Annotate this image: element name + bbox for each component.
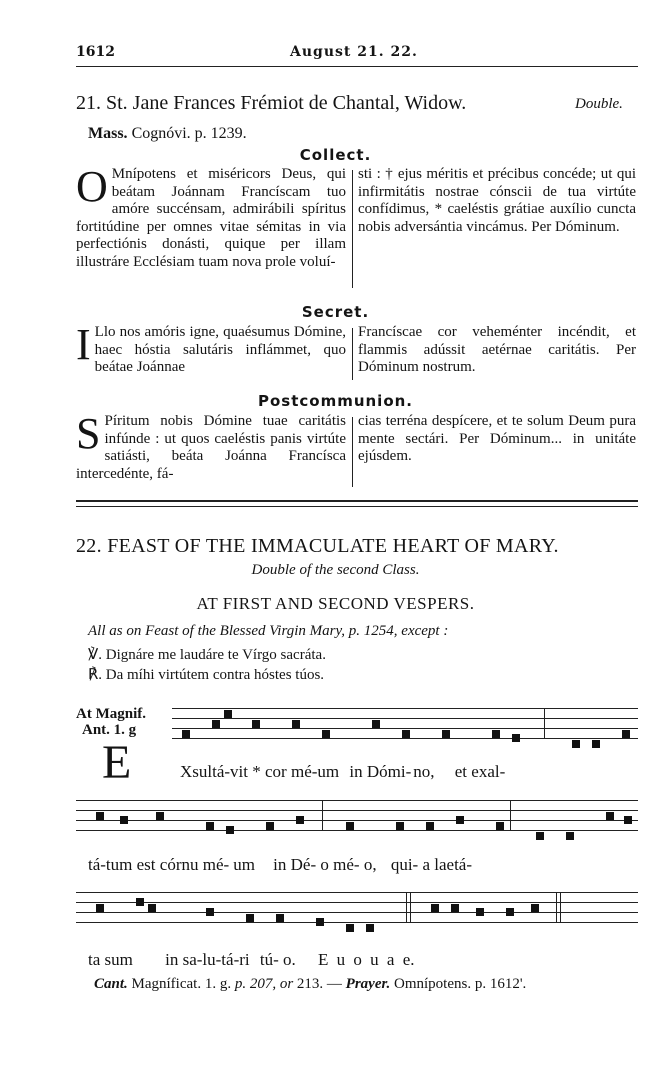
syllable: o. [283, 950, 296, 969]
neume [531, 904, 539, 912]
postcommunion-right-text: cias terréna despícere, et te solum Deum pura mente sectári. Per Dóminum... in unitáte ejúsdem. [358, 413, 636, 464]
double-bar-line [560, 892, 561, 922]
neume [431, 904, 439, 912]
syllable: e. [402, 950, 415, 969]
secret-initial: I [76, 320, 91, 369]
neume [322, 730, 330, 738]
syllable: * [252, 762, 261, 781]
neume [96, 904, 104, 912]
neume [276, 914, 284, 922]
neume [182, 730, 190, 738]
neume [622, 730, 630, 738]
syllable: Dé- [290, 855, 317, 874]
postcommunion-left-column [76, 409, 346, 483]
versicle: ℣. Dignáre me laudáre te Vírgo sacráta. [88, 647, 326, 663]
music-staff-1 [172, 708, 638, 748]
neume [226, 826, 234, 834]
neume [266, 822, 274, 830]
syllable: in [349, 762, 363, 781]
neume [492, 730, 500, 738]
mass-text: Cognóvi. p. 1239. [127, 125, 247, 142]
feast-21-rank: Double. [575, 96, 623, 112]
secret-right-column [358, 324, 636, 377]
cant-label: Cant. [94, 976, 128, 992]
neume [606, 812, 614, 820]
neume [296, 816, 304, 824]
section-divider-bottom [76, 506, 638, 507]
syllable: mé- [333, 855, 360, 874]
double-bar-line [410, 892, 411, 922]
syllable: est [136, 855, 156, 874]
neume [396, 822, 404, 830]
header-date: August 21. 22. [290, 44, 418, 60]
syllable: cor [265, 762, 287, 781]
cant-ref: p. 207, [231, 976, 280, 992]
collect-left-text: Mnípotens et miséricors Deus, qui beátam Joánnam Francíscam tuo amóre succénsam, admirábili spíritus fortitúdine per omnes vitae sémitas in via perfectiónis donásti, quique per illam illustráre Ecclésiam tuam nova prole voluí- [76, 166, 346, 270]
prayer-label: Prayer. [345, 976, 391, 992]
postcommunion-left-text: Píritum nobis Dómine tuae caritátis infúnde : ut quos caeléstis panis virtúte satiásti, beáta Joánna Francísca intercedénte, fá- [76, 413, 346, 482]
neume [346, 924, 354, 932]
neume [206, 822, 214, 830]
syllable: u [370, 950, 379, 969]
bar-line [544, 708, 545, 738]
postcommunion-right-column [358, 413, 636, 466]
neume [156, 812, 164, 820]
response: ℟. Da míhi virtútem contra hóstes túos. [88, 667, 325, 683]
neume [316, 918, 324, 926]
cant-ref2: 213. — [293, 976, 346, 992]
neume [624, 816, 632, 824]
syllable: tú- [259, 950, 279, 969]
syllable: o [320, 855, 329, 874]
feast-22-title: 22. FEAST OF THE IMMACULATE HEART OF MARY. [76, 535, 559, 557]
feast-21-title: 21. St. Jane Frances Frémiot de Chantal, Widow. [76, 92, 467, 114]
syllable: laetá- [434, 855, 473, 874]
neume [366, 924, 374, 932]
collect-left-column [76, 162, 346, 271]
syllable: mé-um [290, 762, 340, 781]
neume [456, 816, 464, 824]
antiphon-label [76, 706, 146, 738]
neume [566, 832, 574, 840]
running-header [76, 44, 636, 64]
syllable: no, [413, 762, 435, 781]
cant-or: or [279, 976, 294, 992]
music-staff-3 [76, 892, 638, 932]
neume [506, 908, 514, 916]
neume [592, 740, 600, 748]
syllable: o [353, 950, 362, 969]
neume [572, 740, 580, 748]
rubric-all-as: All as on Feast of the Blessed Virgin Mary, p. 1254, except : [88, 623, 449, 639]
syllable: um [233, 855, 255, 874]
neume [372, 720, 380, 728]
collect-right-text: sti : † ejus méritis et précibus concéde; ut qui infirmitátis nostrae cónscii de tua virtúte confídimus, * caeléstis grátiae auxílio cuncta nobis adversántia vincámus. Per Dóminum. [358, 166, 636, 235]
secret-right-text: Francíscae cor veheménter incéndit, et flammis adússit aetérnae caritátis. Per Dóminum nostrum. [358, 324, 636, 375]
double-bar-line [406, 892, 407, 922]
neume [292, 720, 300, 728]
bar-line [510, 800, 511, 830]
syllable: in [273, 855, 287, 874]
syllable: sa-lu-tá-ri [182, 950, 250, 969]
postcommunion-column-divider [352, 417, 353, 487]
syllable: a [422, 855, 431, 874]
neume [136, 898, 144, 906]
neume [451, 904, 459, 912]
antiphon-label-line2: Ant. 1. g [82, 722, 137, 738]
syllable: in [165, 950, 179, 969]
collect-heading: Collect. [299, 146, 372, 164]
neume [96, 812, 104, 820]
syllable: et exal- [454, 762, 506, 781]
neume [476, 908, 484, 916]
neume [442, 730, 450, 738]
vespers-heading: AT FIRST AND SECOND VESPERS. [196, 594, 475, 613]
neume [512, 734, 520, 742]
postcommunion-heading: Postcommunion. [257, 392, 414, 410]
antiphon-label-line1: At Magnif. [76, 706, 146, 722]
section-divider-top [76, 500, 638, 502]
double-bar-line [556, 892, 557, 922]
secret-heading: Secret. [301, 303, 370, 321]
feast-22-rank: Double of the second Class. [251, 562, 420, 578]
neume [206, 908, 214, 916]
page-number: 1612 [76, 44, 115, 60]
prayer-text: Omnípotens. p. 1612'. [390, 976, 527, 992]
mass-line [88, 125, 247, 143]
collect-right-column [358, 166, 636, 236]
neume [402, 730, 410, 738]
syllable: o, [363, 855, 377, 874]
secret-left-text: Llo nos amóris igne, quaésumus Dómine, haec hóstia salutáris inflámmet, quo beátae Joánnae [94, 324, 346, 375]
cant-text: Magníficat. [127, 976, 205, 992]
syllable: Xsultá-vit [180, 762, 248, 781]
syllable: tá-tum [88, 855, 133, 874]
canticle-line [94, 976, 526, 993]
neume [120, 816, 128, 824]
neume [252, 720, 260, 728]
neume [212, 720, 220, 728]
syllable: a [386, 950, 395, 969]
antiphon-initial: E [102, 736, 132, 789]
syllable: Dómi- [366, 762, 412, 781]
collect-initial: O [76, 162, 108, 211]
neume [496, 822, 504, 830]
lyrics-line-3 [88, 950, 415, 970]
lyrics-line-1 [180, 762, 505, 782]
header-rule [76, 66, 638, 67]
neume [224, 710, 232, 718]
neume [346, 822, 354, 830]
secret-column-divider [352, 328, 353, 380]
syllable: E [318, 950, 329, 969]
collect-column-divider [352, 170, 353, 288]
syllable: ta sum [88, 950, 133, 969]
neume [148, 904, 156, 912]
secret-left-column [76, 320, 346, 377]
neume [426, 822, 434, 830]
postcommunion-initial: S [76, 409, 101, 458]
cant-mode: 1. g. [204, 976, 232, 992]
mass-label: Mass. [88, 125, 128, 142]
neume [246, 914, 254, 922]
music-staff-2 [76, 800, 638, 840]
syllable: u [336, 950, 346, 969]
neume [536, 832, 544, 840]
syllable: qui- [390, 855, 419, 874]
bar-line [322, 800, 323, 830]
lyrics-line-2 [88, 855, 472, 875]
syllable: córnu [159, 855, 199, 874]
syllable: mé- [202, 855, 230, 874]
